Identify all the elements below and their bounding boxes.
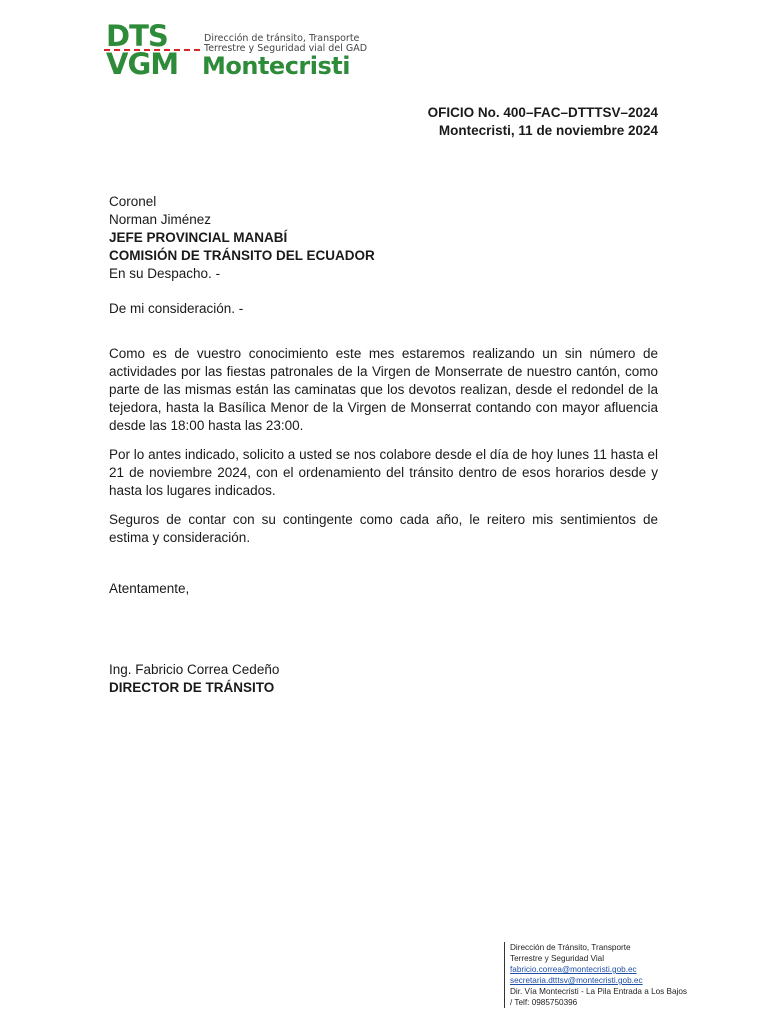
institution-logo [104, 19, 368, 82]
body-paragraph-3: Seguros de contar con su contingente como cada año, le reitero mis sentimientos de estima y consideración. [109, 512, 658, 545]
addressee-organization: COMISIÓN DE TRÁNSITO DEL ECUADOR [109, 248, 375, 263]
body-paragraph-2: Por lo antes indicado, solicito a usted se nos colabore desde el día de hoy lunes 11 hasta el 21 de noviembre 2024, con el ordenamiento del tránsito dentro de esos horarios desde y hasta los lugares indicados. [109, 447, 658, 498]
document-reference [428, 104, 658, 140]
signature-block [109, 661, 279, 697]
logo-vgm-text: VGM [106, 47, 179, 81]
footer-contact [504, 942, 690, 1008]
body-paragraph-1: Como es de vuestro conocimiento este mes estaremos realizando un sin número de actividades por las fiestas patronales de la Virgen de Monserrate de nuestro cantón, como parte de las mismas están las caminatas que los devotos realizan, desde el redondel de la tejedora, hasta la Basílica Menor de la Virgen de Monserrat contando con mayor afluencia desde las 18:00 hasta las 23:00. [109, 346, 658, 433]
letter-body [109, 345, 658, 558]
closing: Atentamente, [109, 581, 190, 596]
addressee-rank: Coronel [109, 194, 157, 209]
footer-email-1[interactable]: fabricio.correa@montecristi.gob.ec [510, 965, 637, 974]
logo-subtitle-2: Terrestre y Seguridad vial del GAD [204, 43, 368, 54]
addressee-name: Norman Jiménez [109, 212, 212, 227]
footer-email-2[interactable]: secretaria.dtttsv@montecristi.gob.ec [510, 976, 643, 985]
footer-address: Dir. Vía Montecristi - La Pila Entrada a Los Bajos / Telf: 0985750396 [510, 987, 688, 1007]
footer-line-1: Dirección de Tránsito, Transporte [510, 943, 631, 952]
footer-line-2: Terrestre y Seguridad Vial [510, 954, 605, 963]
addressee-title: JEFE PROVINCIAL MANABÍ [109, 230, 288, 245]
addressee-dispatch: En su Despacho. - [109, 266, 221, 281]
signer-name: Ing. Fabricio Correa Cedeño [109, 662, 280, 677]
place-and-date: Montecristi, 11 de noviembre 2024 [438, 123, 658, 138]
oficio-number: OFICIO No. 400–FAC–DTTTSV–2024 [427, 105, 658, 120]
logo-subtitle-1: Dirección de tránsito, Transporte [204, 33, 360, 44]
addressee-block [109, 193, 375, 283]
signer-title: DIRECTOR DE TRÁNSITO [109, 680, 275, 695]
greeting: De mi consideración. - [109, 301, 244, 316]
logo-dts-text: DTS [106, 19, 168, 53]
logo-city-name: Montecristi [202, 52, 350, 80]
